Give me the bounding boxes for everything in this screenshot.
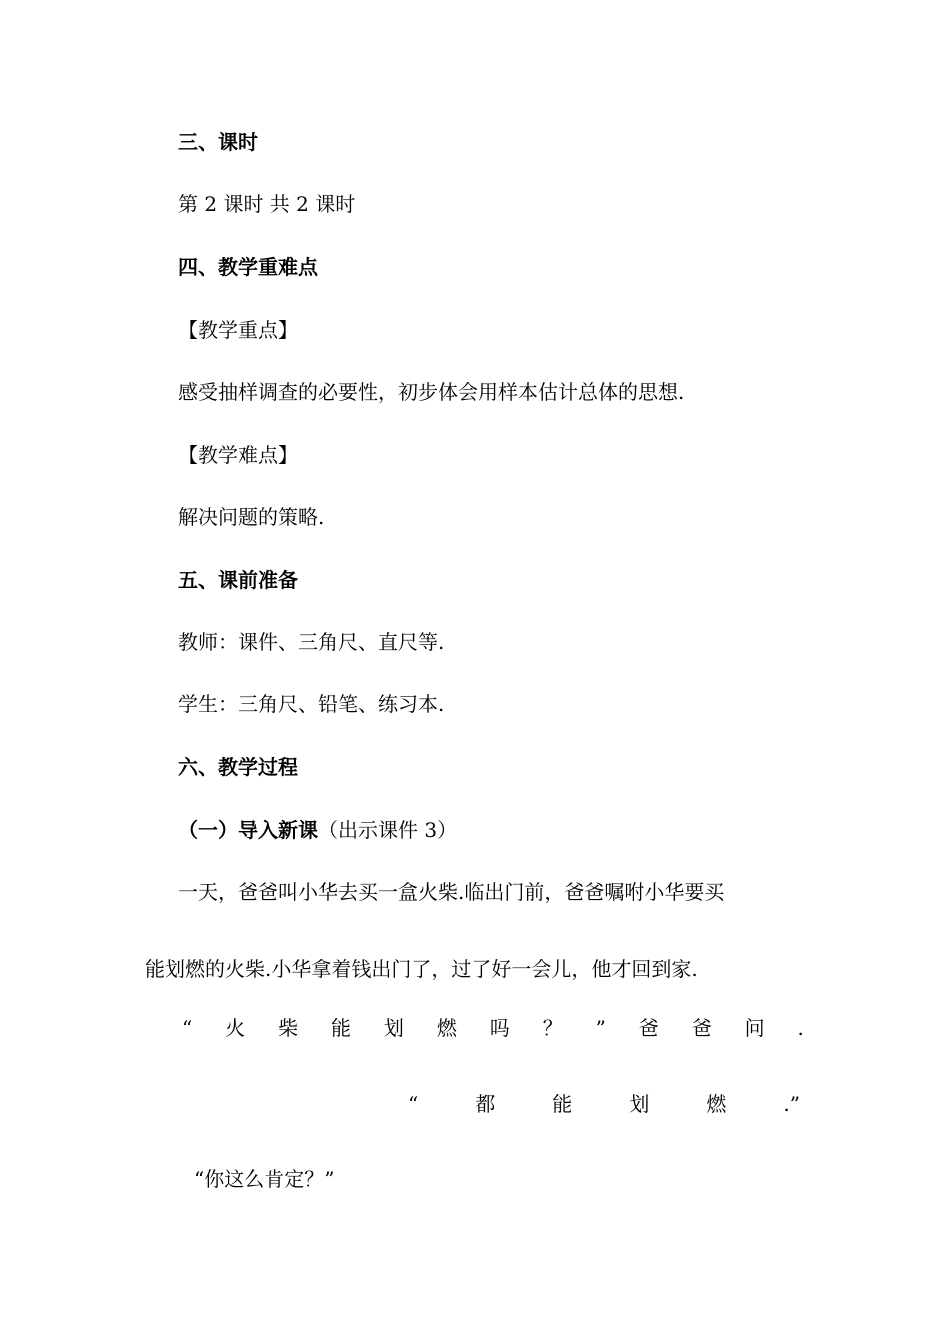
dialog2-char: “ [408, 1092, 419, 1116]
key-point-label: 【教学重点】 [178, 318, 298, 342]
dialog-line-3: “你这么肯定？” [194, 1167, 335, 1191]
dialog2-char: 都 [475, 1092, 496, 1116]
dialog1-char: “ [182, 1016, 193, 1040]
dialog1-char: ？ [542, 1016, 563, 1040]
difficulty-label: 【教学难点】 [178, 443, 298, 467]
story-line-1: 一天，爸爸叫小华去买一盒火柴.临出门前，爸爸嘱咐小华要买 [178, 880, 725, 904]
dialog1-char: ” [595, 1016, 606, 1040]
dialog1-char: 燃 [436, 1016, 457, 1040]
dialog1-char: 爸 [638, 1016, 659, 1040]
dialog1-char: 吗 [489, 1016, 510, 1040]
dialog1-char: . [797, 1016, 804, 1040]
story-line-2: 能划燃的火柴.小华拿着钱出门了，过了好一会儿，他才回到家. [145, 957, 698, 981]
subsection1-heading: （一）导入新课 [178, 818, 318, 842]
dialog-line-2 [408, 1090, 800, 1118]
subsection1-line [178, 816, 457, 844]
dialog2-char: .” [783, 1092, 800, 1116]
teacher-prep: 教师：课件、三角尺、直尺等. [178, 630, 445, 654]
difficulty-text: 解决问题的策略. [178, 505, 325, 529]
dialog1-char: 火 [225, 1016, 246, 1040]
section4-heading: 四、教学重难点 [178, 255, 318, 279]
dialog1-char: 爸 [691, 1016, 712, 1040]
dialog2-char: 能 [552, 1092, 573, 1116]
dialog1-char: 柴 [278, 1016, 299, 1040]
key-point-text: 感受抽样调查的必要性，初步体会用样本估计总体的思想. [178, 380, 685, 404]
section6-heading: 六、教学过程 [178, 755, 298, 779]
dialog1-char: 能 [331, 1016, 351, 1040]
section5-heading: 五、课前准备 [178, 568, 298, 592]
dialog2-char: 燃 [706, 1092, 727, 1116]
section3-text: 第 2 课时 共 2 课时 [178, 192, 356, 216]
dialog2-char: 划 [629, 1092, 650, 1116]
dialog-line-1 [182, 1014, 804, 1042]
section3-heading: 三、课时 [178, 130, 258, 154]
dialog1-char: 问 [744, 1016, 765, 1040]
subsection1-note: （出示课件 3） [318, 818, 458, 842]
dialog1-char: 划 [383, 1016, 404, 1040]
student-prep: 学生：三角尺、铅笔、练习本. [178, 692, 445, 716]
